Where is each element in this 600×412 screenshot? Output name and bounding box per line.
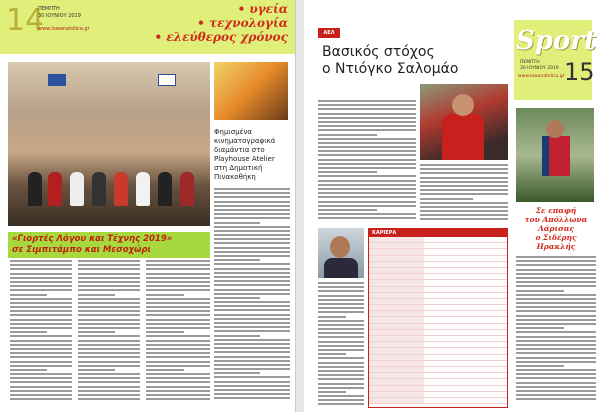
text-line [146, 348, 210, 350]
text-line [78, 361, 140, 363]
text-line [214, 259, 260, 261]
text-line [214, 263, 290, 265]
text-line [420, 181, 508, 183]
text-line [516, 331, 596, 333]
text-line [214, 234, 290, 236]
text-line [516, 386, 596, 388]
text-line [318, 303, 364, 305]
cinema-headline: Φημισμένα κινηματογραφικά διαμάντια στο Playhouse Atelier στη Δημοτική Πινακοθήκη [214, 128, 276, 181]
text-line [214, 356, 290, 358]
text-column-4 [214, 188, 290, 402]
text-line [146, 298, 210, 300]
text-line [516, 336, 596, 338]
text-line [420, 193, 508, 195]
text-line [146, 365, 210, 367]
text-line [10, 273, 72, 275]
text-line [318, 383, 364, 385]
text-line [10, 377, 72, 379]
text-line [516, 373, 596, 375]
left-page-header [0, 0, 296, 54]
text-line [318, 117, 416, 119]
text-line [516, 310, 596, 312]
text-line [78, 260, 140, 262]
text-line [10, 319, 72, 321]
text-line [78, 331, 115, 333]
text-line [10, 381, 72, 383]
article-title: Βασικός στόχος ο Ντιόγκο Σαλομάο [322, 44, 459, 77]
text-line [146, 319, 210, 321]
text-line [318, 324, 364, 326]
festival-photo [8, 62, 210, 226]
text-line [146, 394, 210, 396]
text-line [10, 268, 72, 270]
text-line [214, 255, 290, 257]
text-line [78, 319, 140, 321]
text-line [78, 352, 140, 354]
text-line [146, 289, 210, 291]
text-line [214, 330, 290, 332]
text-line [214, 205, 290, 207]
text-line [10, 294, 47, 296]
text-line [214, 376, 290, 378]
text-line [318, 108, 416, 110]
stats-row [369, 398, 507, 404]
text-line [146, 306, 210, 308]
text-line [318, 167, 416, 169]
text-line [10, 348, 72, 350]
text-line [516, 323, 596, 325]
text-line [318, 125, 416, 127]
side-headline: Σε επαφή του Απόλλωνα Λάρισας ο Σιδέρης Ηρακλής [524, 206, 588, 251]
text-line [146, 335, 210, 337]
text-line [10, 386, 72, 388]
text-line [214, 343, 290, 345]
text-line [146, 381, 210, 383]
text-line [420, 172, 508, 174]
text-line [10, 356, 72, 358]
text-line [214, 272, 290, 274]
player-photo [420, 84, 508, 160]
text-line [146, 331, 184, 333]
text-line [146, 260, 210, 262]
text-line [146, 268, 210, 270]
player-portrait [318, 228, 364, 278]
text-line [318, 163, 416, 165]
text-line [318, 180, 416, 182]
text-line [420, 214, 508, 216]
text-line [78, 348, 140, 350]
text-line [146, 369, 184, 371]
text-line [10, 331, 47, 333]
article-column-2 [420, 164, 508, 223]
text-line [318, 286, 364, 288]
text-line [78, 390, 140, 392]
text-line [318, 154, 416, 156]
text-line [146, 390, 210, 392]
text-line [146, 314, 210, 316]
text-line [318, 138, 416, 140]
career-stats-table [368, 228, 508, 408]
text-line [516, 260, 596, 262]
text-line [318, 341, 364, 343]
text-line [318, 196, 416, 198]
text-line [318, 142, 416, 144]
text-line [214, 347, 290, 349]
text-line [516, 398, 596, 400]
text-line [214, 305, 290, 307]
text-line [318, 332, 364, 334]
url-left: www.lowanatolica.gr [38, 26, 90, 32]
text-line [10, 277, 72, 279]
text-line [214, 217, 290, 219]
text-line [214, 209, 290, 211]
text-line [318, 357, 364, 359]
text-line [420, 210, 508, 212]
text-line [10, 281, 72, 283]
section-titles [155, 2, 288, 44]
text-line [78, 268, 140, 270]
text-line [214, 268, 290, 270]
text-line [318, 345, 364, 347]
section-tag: ΑΕΛ [318, 28, 340, 38]
text-line [516, 277, 596, 279]
text-line [10, 310, 72, 312]
text-line [318, 175, 416, 177]
text-line [516, 281, 596, 283]
text-line [420, 168, 508, 170]
text-line [318, 336, 364, 338]
text-line [214, 196, 290, 198]
text-line [214, 242, 290, 244]
section-title-technology: • τεχνολογία [197, 16, 288, 30]
text-line [214, 293, 290, 295]
text-line [420, 198, 473, 200]
text-line [214, 339, 290, 341]
text-line [10, 335, 72, 337]
text-line [10, 306, 72, 308]
text-line [10, 314, 72, 316]
text-line [516, 302, 596, 304]
text-line [214, 372, 260, 374]
page-gutter [296, 0, 304, 412]
text-line [318, 362, 364, 364]
text-line [78, 264, 140, 266]
text-line [214, 301, 290, 303]
text-line [214, 226, 290, 228]
text-line [516, 269, 596, 271]
text-line [214, 389, 290, 391]
text-line [318, 150, 416, 152]
text-line [420, 202, 508, 204]
text-line [78, 369, 115, 371]
text-line [146, 273, 210, 275]
text-column-3 [146, 260, 210, 402]
url-right: www.lowanatolica.gr [518, 74, 565, 79]
text-line [214, 351, 290, 353]
text-line [10, 398, 72, 400]
text-line [146, 302, 210, 304]
text-line [516, 390, 596, 392]
side-player-photo [516, 108, 594, 202]
text-line [516, 357, 596, 359]
date-left: ΠΕΜΠΤΗ 30 ΙΟΥΝΙΟΥ 2019 [38, 6, 81, 19]
text-line [318, 387, 364, 389]
text-line [78, 281, 140, 283]
text-line [318, 349, 364, 351]
text-line [78, 340, 140, 342]
text-line [318, 113, 416, 115]
section-title-health: • υγεία [237, 2, 288, 16]
text-line [318, 391, 346, 393]
text-line [214, 326, 290, 328]
text-line [78, 335, 140, 337]
article-column-3 [318, 282, 364, 408]
text-line [78, 398, 140, 400]
text-line [214, 309, 290, 311]
text-line [214, 318, 290, 320]
text-line [214, 280, 290, 282]
text-line [318, 188, 416, 190]
text-line [78, 365, 140, 367]
page-number-right: 15 [564, 58, 595, 86]
page-number-left: 14 [6, 3, 45, 38]
text-line [318, 299, 364, 301]
text-line [214, 213, 290, 215]
text-line [214, 192, 290, 194]
text-line [10, 323, 72, 325]
text-line [10, 373, 72, 375]
text-line [146, 277, 210, 279]
text-line [318, 353, 346, 355]
text-line [146, 281, 210, 283]
text-line [318, 366, 364, 368]
text-line [214, 335, 260, 337]
text-line [318, 213, 416, 215]
text-line [78, 306, 140, 308]
text-line [78, 310, 140, 312]
text-line [516, 315, 596, 317]
text-line [516, 290, 564, 292]
text-line [146, 327, 210, 329]
text-line [420, 189, 508, 191]
left-page [0, 0, 296, 412]
text-line [318, 217, 416, 219]
text-line [146, 344, 210, 346]
text-line [420, 177, 508, 179]
section-title-free-time: • ελεύθερος χρόνος [154, 30, 288, 44]
cinema-photo [214, 62, 288, 120]
text-line [318, 129, 416, 131]
text-line [214, 297, 260, 299]
text-line [10, 264, 72, 266]
text-line [214, 289, 290, 291]
text-line [318, 159, 416, 161]
text-line [146, 398, 210, 400]
side-text-column [516, 256, 596, 403]
text-line [214, 201, 290, 203]
text-line [146, 361, 210, 363]
text-line [318, 370, 364, 372]
text-line [214, 360, 290, 362]
text-line [420, 164, 508, 166]
text-line [516, 377, 596, 379]
text-line [420, 218, 508, 220]
text-line [214, 322, 290, 324]
text-line [318, 378, 364, 380]
text-line [146, 356, 210, 358]
text-line [214, 230, 290, 232]
text-line [214, 251, 290, 253]
text-line [146, 264, 210, 266]
text-line [10, 340, 72, 342]
text-line [516, 294, 596, 296]
text-line [214, 393, 290, 395]
text-line [318, 205, 416, 207]
text-line [78, 356, 140, 358]
text-column-2 [78, 260, 140, 402]
text-line [10, 369, 47, 371]
text-line [78, 323, 140, 325]
text-line [318, 104, 416, 106]
text-line [214, 385, 290, 387]
text-line [214, 284, 290, 286]
text-line [78, 294, 115, 296]
text-line [146, 352, 210, 354]
text-line [78, 277, 140, 279]
text-line [420, 185, 508, 187]
stats-header: ΚΑΡΙΕΡΑ [369, 229, 507, 237]
text-line [516, 382, 596, 384]
text-line [214, 397, 290, 399]
text-line [516, 352, 596, 354]
text-line [516, 264, 596, 266]
text-line [516, 285, 596, 287]
text-line [318, 209, 377, 211]
text-line [78, 373, 140, 375]
text-line [146, 285, 210, 287]
text-line [78, 273, 140, 275]
text-line [146, 310, 210, 312]
text-line [214, 238, 290, 240]
text-line [78, 344, 140, 346]
text-line [214, 364, 290, 366]
text-line [318, 201, 416, 203]
text-line [516, 348, 596, 350]
text-line [318, 282, 364, 284]
text-line [318, 403, 364, 405]
text-line [78, 394, 140, 396]
text-line [318, 311, 364, 313]
text-line [516, 273, 596, 275]
text-line [318, 307, 364, 309]
text-line [318, 395, 364, 397]
festival-headline: «Γιορτές Λόγου και Τέχνης 2019» σε Σιμπιτάμπο και Μεσοχώρι [8, 232, 210, 258]
date-right: ΠΕΜΠΤΗ 30 ΙΟΥΝΙΟΥ 2019 [520, 60, 559, 71]
text-line [516, 340, 596, 342]
article-column-1 [318, 100, 416, 221]
text-line [78, 386, 140, 388]
text-line [146, 294, 184, 296]
text-line [214, 188, 290, 190]
text-line [10, 327, 72, 329]
text-line [516, 298, 596, 300]
text-line [516, 361, 596, 363]
text-line [10, 361, 72, 363]
text-line [78, 285, 140, 287]
text-line [146, 323, 210, 325]
text-line [78, 302, 140, 304]
text-line [318, 295, 364, 297]
text-line [318, 374, 364, 376]
text-line [10, 285, 72, 287]
text-line [214, 247, 290, 249]
right-page [304, 0, 600, 412]
text-line [318, 171, 377, 173]
text-line [318, 146, 416, 148]
text-line [214, 314, 290, 316]
text-line [214, 276, 290, 278]
text-line [516, 327, 564, 329]
text-line [10, 352, 72, 354]
text-line [516, 369, 596, 371]
text-line [516, 256, 596, 258]
text-line [146, 377, 210, 379]
text-line [78, 298, 140, 300]
text-column-1 [10, 260, 72, 402]
text-line [318, 100, 416, 102]
text-line [318, 399, 364, 401]
text-line [10, 302, 72, 304]
sport-title: Sport [516, 26, 597, 56]
text-line [318, 320, 364, 322]
text-line [318, 184, 416, 186]
text-line [214, 368, 290, 370]
text-line [318, 316, 346, 318]
text-line [318, 134, 377, 136]
text-line [78, 377, 140, 379]
text-line [10, 344, 72, 346]
text-line [146, 386, 210, 388]
text-line [78, 314, 140, 316]
text-line [146, 373, 210, 375]
text-line [214, 222, 260, 224]
text-line [214, 381, 290, 383]
text-line [10, 298, 72, 300]
text-line [318, 192, 416, 194]
text-line [10, 394, 72, 396]
text-line [516, 365, 564, 367]
text-line [420, 206, 508, 208]
text-line [78, 327, 140, 329]
text-line [516, 319, 596, 321]
text-line [516, 344, 596, 346]
text-line [318, 328, 364, 330]
text-line [78, 381, 140, 383]
text-line [10, 260, 72, 262]
text-line [78, 289, 140, 291]
text-line [10, 390, 72, 392]
text-line [146, 340, 210, 342]
text-line [10, 289, 72, 291]
text-line [318, 290, 364, 292]
text-line [516, 306, 596, 308]
text-line [10, 365, 72, 367]
text-line [318, 121, 416, 123]
text-line [516, 394, 596, 396]
